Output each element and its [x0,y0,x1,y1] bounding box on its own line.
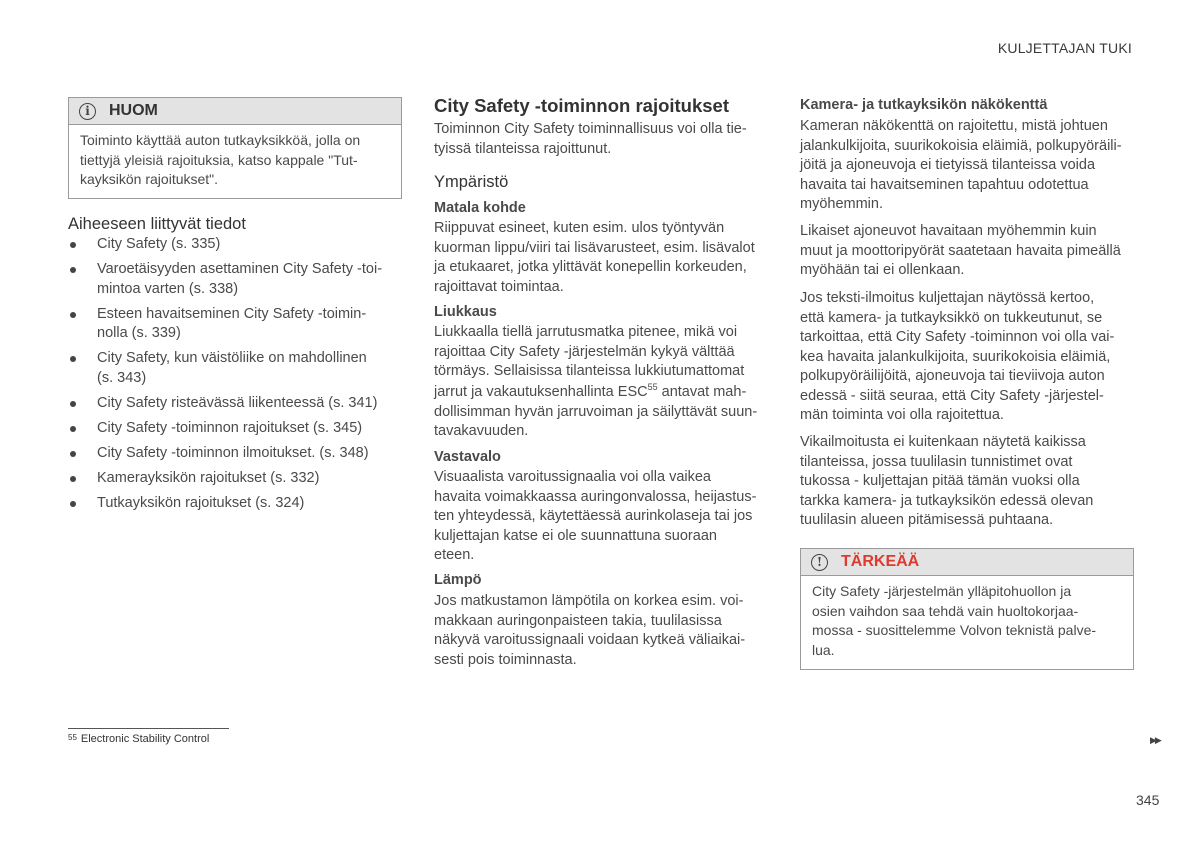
important-text: City Safety -järjestelmän ylläpitohuollon ja osien vaihdon saa tehdä vain huoltokorjaa- mossa - suosittelemme Volvon teknistä palve- lua. [812,583,1097,658]
note-title: HUOM [109,102,158,119]
related-list [68,235,400,514]
note-text: Toiminto käyttää auton tutkayksikköä, jolla on tiettyjä yleisiä rajoituksia, katso kappale "Tut- kayksikön rajoitukset". [80,132,361,187]
info-icon: i [79,103,96,120]
footnote-text: Electronic Stability Control [80,733,210,745]
important-title: TÄRKEÄÄ [841,553,920,570]
heat-paragraph: Jos matkustamon lämpötila on korkea esim. voi- makkaan auringonpaisteen takia, tuulilasissa näkyvä varoitussignaali voidaan kytkeä väliaikai- sesti pois toiminnasta. [434,593,746,668]
related-list-container [68,235,400,519]
page-number: 345 [1136,792,1160,808]
related-link-messages[interactable]: City Safety -toiminnon ilmoitukset. (s. 348) [68,444,400,464]
note-header [69,98,401,125]
related-link-crossing-traffic[interactable]: City Safety risteävässä liikenteessä (s. 341) [68,394,400,414]
slippery-paragraph: Liukkaalla tiellä jarrutusmatka pitenee, mikä voi rajoittaa City Safety -järjestelmän kykyä välttää törmäys. Sellaisissa tilanteissa lukkiutumattomat jarrut ja vakautuksenhallinta ESC$^{55}$ antavat mah- dollisimman hyvän jarruvoiman ja säilyttävät suun- tavakavuuden. [434,324,758,439]
related-link-radar-limitations[interactable]: Tutkayksikön rajoitukset (s. 324) [68,494,400,514]
related-heading: Aiheeseen liittyvät tiedot [68,215,246,233]
camera-heading: Kamera- ja tutkayksikön näkökenttä [800,97,1048,113]
related-link-distance-setting[interactable]: Varoetäisyyden asettaminen City Safety -toi- mintoa varten (s. 338) [68,260,400,299]
camera-paragraph-1: Kameran näkökenttä on rajoitettu, mistä johtuen jalankulkijoita, suurikokoisia eläimiä, polkupyöräili- jöitä ja ajoneuvoja ei tietyissä tilanteissa voida havaita tai havaitseminen tapahtuu odotettua myöhemmin. [800,118,1122,212]
related-link-evasive-manoeuvre[interactable]: City Safety, kun väistöliike on mahdollinen (s. 343) [68,349,400,388]
heat-heading: Lämpö [434,572,482,588]
section-heading: City Safety -toiminnon rajoitukset [434,95,730,116]
environment-heading: Ympäristö [434,173,509,191]
warning-icon: ! [811,554,828,571]
important-header [801,549,1133,576]
note-box [68,97,402,199]
backlight-heading: Vastavalo [434,449,501,465]
backlight-paragraph: Visuaalista varoitussignaalia voi olla vaikea havaita voimakkaassa auringonvalossa, heijastus- ten yhteydessä, käytettäessä aurinkolaseja tai jos kuljettajan katse ei ole suunnattuna suoraan eteen. [434,469,757,563]
camera-paragraph-2: Likaiset ajoneuvot havaitaan myöhemmin kuin muut ja moottoripyörät saatetaan havaita pimeällä myöhään tai ei ollenkaan. [800,223,1121,278]
section-title: KULJETTAJAN TUKI [997,40,1132,56]
low-object-paragraph: Riippuvat esineet, kuten esim. ulos työntyvän kuorman lippu/viiri tai lisävarusteet, esim. lisävalot ja etukaaret, jotka ylittävät konepellin korkeuden, rajoittavat toimintaa. [434,220,755,295]
related-link-obstacle-detection[interactable]: Esteen havaitseminen City Safety -toimin- nolla (s. 339) [68,305,400,344]
camera-paragraph-3: Jos teksti-ilmoitus kuljettajan näytössä kertoo, että kamera- ja tutkayksikkö on tukkeutunut, se tarkoittaa, että City Safety -toiminnon voi olla vai- kea havaita jalankulkijoita, suurikokoisia eläimiä, polkupyöräilijöitä, ajoneuvoja tai tieviivoja auton edessä - siitä seuraa, että City Safety -järjestel- män toiminta voi olla rajoitettua. [800,290,1115,423]
related-link-city-safety[interactable]: City Safety (s. 335) [68,235,400,255]
footnote-divider [68,728,229,729]
footnote-number: 55 [68,733,77,742]
footnote [68,733,209,745]
related-link-limitations[interactable]: City Safety -toiminnon rajoitukset (s. 345) [68,419,400,439]
footnote-reference[interactable]: 55 [647,381,658,392]
slippery-heading: Liukkaus [434,304,497,320]
important-box [800,548,1134,670]
low-object-heading: Matala kohde [434,200,526,216]
double-arrow-right-icon[interactable]: ▶▶ [1150,735,1160,745]
related-link-camera-limitations[interactable]: Kamerayksikön rajoitukset (s. 332) [68,469,400,489]
camera-paragraph-4: Vikailmoitusta ei kuitenkaan näytetä kaikissa tilanteissa, jossa tuulilasin tunnistimet ovat tukossa - kuljettajan pitää tämän vuoksi olla tarkka kamera- ja tutkayksikön edessä olevan tuulilasin alueen pitämisessä puhtaana. [800,434,1094,528]
intro-paragraph: Toiminnon City Safety toiminnallisuus voi olla tie- tyissä tilanteissa rajoittunut. [434,121,747,157]
